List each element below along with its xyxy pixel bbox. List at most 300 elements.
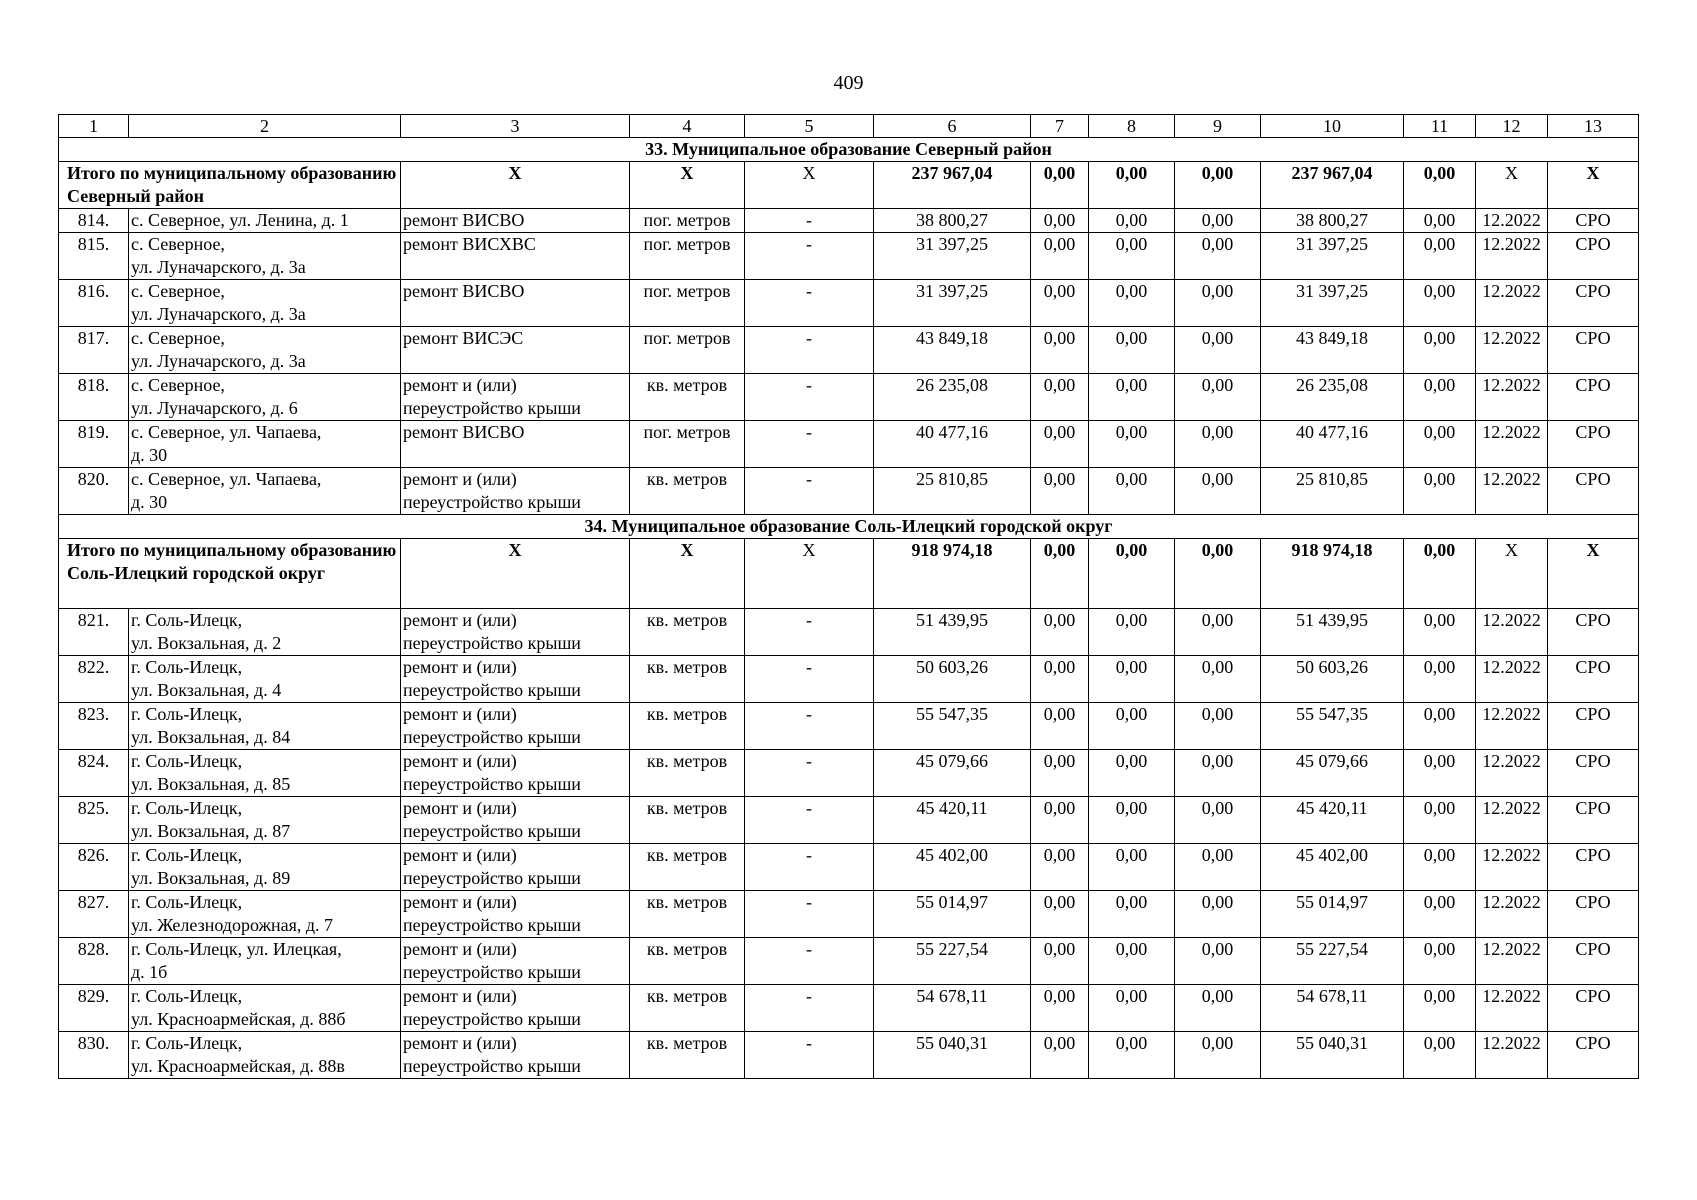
unit: пог. метров [630, 233, 745, 280]
total-value: 0,00 [1031, 162, 1089, 209]
column-number-header: 2 [129, 115, 401, 138]
fund-value: 0,00 [1404, 703, 1476, 750]
row-number: 822. [59, 656, 129, 703]
work-type-line-1: ремонт ВИСХВС [403, 234, 536, 254]
fund-value: 0,00 [1031, 844, 1089, 891]
total-cost: 55 040,31 [874, 1032, 1031, 1079]
method-code: СРО [1548, 1032, 1639, 1079]
unit: кв. метров [630, 891, 745, 938]
fund-value: 0,00 [1404, 421, 1476, 468]
work-type-cell [401, 209, 630, 233]
address-cell [129, 985, 401, 1032]
table-row [59, 844, 1639, 891]
method-code: СРО [1548, 985, 1639, 1032]
address-line-2: д. 30 [131, 492, 168, 512]
work-type-line-1: ремонт ВИСЭС [403, 328, 524, 348]
column-number-header: 10 [1261, 115, 1404, 138]
fund-value: 0,00 [1404, 938, 1476, 985]
total-mark: Х [401, 539, 630, 609]
unit: кв. метров [630, 1032, 745, 1079]
completion-date: 12.2022 [1476, 1032, 1548, 1079]
completion-date: 12.2022 [1476, 209, 1548, 233]
total-cost: 25 810,85 [874, 468, 1031, 515]
row-number: 827. [59, 891, 129, 938]
registry-table [58, 114, 1639, 1079]
table-row [59, 703, 1639, 750]
address-line-1: г. Соль-Илецк, [131, 704, 243, 724]
work-type-line-1: ремонт и (или) [403, 986, 517, 1006]
completion-date: 12.2022 [1476, 844, 1548, 891]
completion-date: 12.2022 [1476, 703, 1548, 750]
address-line-1: г. Соль-Илецк, ул. Илецкая, [131, 939, 342, 959]
work-type-line-2: переустройство крыши [403, 680, 581, 700]
unit: кв. метров [630, 797, 745, 844]
total-mark: Х [1476, 162, 1548, 209]
table-row [59, 797, 1639, 844]
address-line-1: г. Соль-Илецк, [131, 1033, 243, 1053]
work-type-cell [401, 891, 630, 938]
row-number: 828. [59, 938, 129, 985]
column-number-header: 5 [745, 115, 874, 138]
column-number-header: 3 [401, 115, 630, 138]
total-mark: Х [745, 539, 874, 609]
owner-funds: 31 397,25 [1261, 233, 1404, 280]
column-number-header-row [59, 115, 1639, 138]
column-number-header: 6 [874, 115, 1031, 138]
total-cost: 38 800,27 [874, 209, 1031, 233]
fund-value: 0,00 [1404, 750, 1476, 797]
fund-value: 0,00 [1089, 656, 1175, 703]
unit: кв. метров [630, 656, 745, 703]
owner-funds: 50 603,26 [1261, 656, 1404, 703]
address-line-1: г. Соль-Илецк, [131, 845, 243, 865]
address-line-1: г. Соль-Илецк, [131, 892, 243, 912]
method-code: СРО [1548, 750, 1639, 797]
fund-value: 0,00 [1175, 844, 1261, 891]
fund-value: 0,00 [1089, 750, 1175, 797]
completion-date: 12.2022 [1476, 938, 1548, 985]
owner-funds: 43 849,18 [1261, 327, 1404, 374]
column-number-header: 1 [59, 115, 129, 138]
work-type-line-2: переустройство крыши [403, 774, 581, 794]
fund-value: 0,00 [1175, 938, 1261, 985]
owner-funds: 55 547,35 [1261, 703, 1404, 750]
work-type-line-1: ремонт и (или) [403, 1033, 517, 1053]
total-cost: 50 603,26 [874, 656, 1031, 703]
owner-funds: 55 014,97 [1261, 891, 1404, 938]
work-type-line-1: ремонт ВИСВО [403, 422, 525, 442]
method-code: СРО [1548, 609, 1639, 656]
fund-value: 0,00 [1031, 374, 1089, 421]
column-number-header: 11 [1404, 115, 1476, 138]
total-mark: Х [1548, 539, 1639, 609]
address-line-2: ул. Вокзальная, д. 2 [131, 633, 282, 653]
table-row [59, 468, 1639, 515]
table-row [59, 656, 1639, 703]
method-code: СРО [1548, 468, 1639, 515]
volume: - [745, 656, 874, 703]
total-value: 0,00 [1404, 539, 1476, 609]
unit: кв. метров [630, 374, 745, 421]
total-cost: 45 079,66 [874, 750, 1031, 797]
fund-value: 0,00 [1175, 797, 1261, 844]
fund-value: 0,00 [1031, 233, 1089, 280]
section-title: 34. Муниципальное образование Соль-Илецкий городской округ [59, 515, 1639, 539]
address-line-1: с. Северное, [131, 234, 225, 254]
work-type-cell [401, 797, 630, 844]
address-cell [129, 750, 401, 797]
volume: - [745, 280, 874, 327]
fund-value: 0,00 [1089, 1032, 1175, 1079]
fund-value: 0,00 [1175, 421, 1261, 468]
fund-value: 0,00 [1175, 233, 1261, 280]
completion-date: 12.2022 [1476, 891, 1548, 938]
volume: - [745, 938, 874, 985]
completion-date: 12.2022 [1476, 656, 1548, 703]
completion-date: 12.2022 [1476, 233, 1548, 280]
fund-value: 0,00 [1175, 891, 1261, 938]
row-number: 825. [59, 797, 129, 844]
fund-value: 0,00 [1089, 938, 1175, 985]
owner-funds: 45 402,00 [1261, 844, 1404, 891]
fund-value: 0,00 [1175, 1032, 1261, 1079]
owner-funds: 45 420,11 [1261, 797, 1404, 844]
work-type-cell [401, 468, 630, 515]
owner-funds: 51 439,95 [1261, 609, 1404, 656]
address-cell [129, 703, 401, 750]
row-number: 818. [59, 374, 129, 421]
row-number: 814. [59, 209, 129, 233]
total-cost: 26 235,08 [874, 374, 1031, 421]
fund-value: 0,00 [1175, 609, 1261, 656]
method-code: СРО [1548, 421, 1639, 468]
column-number-header: 8 [1089, 115, 1175, 138]
total-cost: 45 420,11 [874, 797, 1031, 844]
total-cost: 43 849,18 [874, 327, 1031, 374]
row-number: 826. [59, 844, 129, 891]
total-value: 0,00 [1175, 539, 1261, 609]
fund-value: 0,00 [1031, 609, 1089, 656]
table-row [59, 280, 1639, 327]
address-line-2: д. 30 [131, 445, 168, 465]
fund-value: 0,00 [1175, 656, 1261, 703]
owner-funds: 26 235,08 [1261, 374, 1404, 421]
address-cell [129, 797, 401, 844]
table-row [59, 750, 1639, 797]
work-type-line-1: ремонт ВИСВО [403, 281, 525, 301]
section-total-row [59, 539, 1639, 609]
work-type-line-1: ремонт и (или) [403, 704, 517, 724]
fund-value: 0,00 [1175, 703, 1261, 750]
address-line-1: г. Соль-Илецк, [131, 751, 243, 771]
fund-value: 0,00 [1175, 468, 1261, 515]
address-line-1: г. Соль-Илецк, [131, 986, 243, 1006]
completion-date: 12.2022 [1476, 468, 1548, 515]
fund-value: 0,00 [1175, 327, 1261, 374]
volume: - [745, 468, 874, 515]
work-type-cell [401, 985, 630, 1032]
fund-value: 0,00 [1031, 421, 1089, 468]
volume: - [745, 327, 874, 374]
fund-value: 0,00 [1404, 1032, 1476, 1079]
fund-value: 0,00 [1031, 656, 1089, 703]
row-number: 815. [59, 233, 129, 280]
work-type-line-2: переустройство крыши [403, 868, 581, 888]
work-type-cell [401, 374, 630, 421]
work-type-line-1: ремонт и (или) [403, 939, 517, 959]
unit: пог. метров [630, 327, 745, 374]
address-cell [129, 209, 401, 233]
method-code: СРО [1548, 891, 1639, 938]
address-line-2: ул. Красноармейская, д. 88в [131, 1056, 345, 1076]
address-cell [129, 656, 401, 703]
unit: кв. метров [630, 468, 745, 515]
address-line-2: ул. Железнодорожная, д. 7 [131, 915, 334, 935]
unit: кв. метров [630, 703, 745, 750]
address-line-2: ул. Вокзальная, д. 4 [131, 680, 282, 700]
fund-value: 0,00 [1404, 844, 1476, 891]
volume: - [745, 609, 874, 656]
work-type-line-2: переустройство крыши [403, 398, 581, 418]
address-line-1: г. Соль-Илецк, [131, 610, 243, 630]
method-code: СРО [1548, 844, 1639, 891]
work-type-cell [401, 609, 630, 656]
fund-value: 0,00 [1404, 209, 1476, 233]
section-total-row [59, 162, 1639, 209]
address-cell [129, 280, 401, 327]
column-number-header: 13 [1548, 115, 1639, 138]
owner-funds: 38 800,27 [1261, 209, 1404, 233]
work-type-line-1: ремонт и (или) [403, 845, 517, 865]
fund-value: 0,00 [1404, 891, 1476, 938]
fund-value: 0,00 [1089, 233, 1175, 280]
fund-value: 0,00 [1089, 280, 1175, 327]
method-code: СРО [1548, 233, 1639, 280]
table-body [59, 115, 1639, 1079]
row-number: 830. [59, 1032, 129, 1079]
method-code: СРО [1548, 327, 1639, 374]
owner-funds: 45 079,66 [1261, 750, 1404, 797]
fund-value: 0,00 [1031, 280, 1089, 327]
volume: - [745, 797, 874, 844]
address-line-2: ул. Вокзальная, д. 89 [131, 868, 291, 888]
volume: - [745, 891, 874, 938]
address-line-1: с. Северное, [131, 375, 225, 395]
fund-value: 0,00 [1404, 327, 1476, 374]
fund-value: 0,00 [1089, 209, 1175, 233]
volume: - [745, 703, 874, 750]
work-type-line-2: переустройство крыши [403, 962, 581, 982]
total-cost: 31 397,25 [874, 280, 1031, 327]
total-value: 0,00 [1089, 162, 1175, 209]
row-number: 819. [59, 421, 129, 468]
work-type-line-1: ремонт ВИСВО [403, 210, 525, 230]
fund-value: 0,00 [1031, 797, 1089, 844]
work-type-line-2: переустройство крыши [403, 633, 581, 653]
owner-funds: 54 678,11 [1261, 985, 1404, 1032]
volume: - [745, 421, 874, 468]
total-cost: 55 547,35 [874, 703, 1031, 750]
address-line-2: д. 1б [131, 962, 168, 982]
work-type-line-2: переустройство крыши [403, 821, 581, 841]
fund-value: 0,00 [1175, 374, 1261, 421]
address-line-2: ул. Луначарского, д. 6 [131, 398, 298, 418]
column-number-header: 12 [1476, 115, 1548, 138]
row-number: 820. [59, 468, 129, 515]
column-number-header: 7 [1031, 115, 1089, 138]
work-type-cell [401, 1032, 630, 1079]
table-row [59, 1032, 1639, 1079]
address-line-2: ул. Луначарского, д. 3а [131, 304, 306, 324]
work-type-cell [401, 233, 630, 280]
address-cell [129, 891, 401, 938]
total-cost: 54 678,11 [874, 985, 1031, 1032]
fund-value: 0,00 [1031, 750, 1089, 797]
total-mark: Х [1548, 162, 1639, 209]
owner-funds: 25 810,85 [1261, 468, 1404, 515]
address-line-1: с. Северное, ул. Ленина, д. 1 [131, 210, 349, 230]
fund-value: 0,00 [1404, 985, 1476, 1032]
fund-value: 0,00 [1175, 750, 1261, 797]
address-line-2: ул. Вокзальная, д. 85 [131, 774, 291, 794]
address-line-2: ул. Луначарского, д. 3а [131, 351, 306, 371]
fund-value: 0,00 [1031, 468, 1089, 515]
completion-date: 12.2022 [1476, 374, 1548, 421]
work-type-cell [401, 327, 630, 374]
address-line-2: ул. Вокзальная, д. 84 [131, 727, 291, 747]
owner-funds: 55 040,31 [1261, 1032, 1404, 1079]
completion-date: 12.2022 [1476, 327, 1548, 374]
method-code: СРО [1548, 374, 1639, 421]
fund-value: 0,00 [1089, 468, 1175, 515]
total-value: 237 967,04 [874, 162, 1031, 209]
volume: - [745, 233, 874, 280]
section-title: 33. Муниципальное образование Северный район [59, 138, 1639, 162]
row-number: 821. [59, 609, 129, 656]
section-title-row [59, 138, 1639, 162]
work-type-line-2: переустройство крыши [403, 727, 581, 747]
method-code: СРО [1548, 209, 1639, 233]
address-line-1: с. Северное, ул. Чапаева, [131, 422, 322, 442]
total-mark: Х [401, 162, 630, 209]
total-mark: Х [745, 162, 874, 209]
fund-value: 0,00 [1404, 280, 1476, 327]
completion-date: 12.2022 [1476, 985, 1548, 1032]
volume: - [745, 750, 874, 797]
fund-value: 0,00 [1089, 844, 1175, 891]
work-type-line-2: переустройство крыши [403, 492, 581, 512]
total-value: 0,00 [1175, 162, 1261, 209]
fund-value: 0,00 [1031, 938, 1089, 985]
page-number: 409 [833, 72, 864, 94]
address-line-1: с. Северное, ул. Чапаева, [131, 469, 322, 489]
completion-date: 12.2022 [1476, 797, 1548, 844]
fund-value: 0,00 [1404, 609, 1476, 656]
volume: - [745, 844, 874, 891]
total-mark: Х [630, 162, 745, 209]
fund-value: 0,00 [1089, 374, 1175, 421]
table-row [59, 421, 1639, 468]
fund-value: 0,00 [1031, 891, 1089, 938]
address-line-1: с. Северное, [131, 281, 225, 301]
method-code: СРО [1548, 797, 1639, 844]
completion-date: 12.2022 [1476, 280, 1548, 327]
address-cell [129, 609, 401, 656]
completion-date: 12.2022 [1476, 750, 1548, 797]
section-total-label: Итого по муниципальному образованию Соль-Илецкий городской округ [59, 539, 401, 609]
table-row [59, 209, 1639, 233]
owner-funds: 40 477,16 [1261, 421, 1404, 468]
address-line-1: г. Соль-Илецк, [131, 657, 243, 677]
table-row [59, 891, 1639, 938]
fund-value: 0,00 [1089, 985, 1175, 1032]
fund-value: 0,00 [1031, 703, 1089, 750]
address-line-1: г. Соль-Илецк, [131, 798, 243, 818]
row-number: 823. [59, 703, 129, 750]
work-type-line-2: переустройство крыши [403, 1009, 581, 1029]
fund-value: 0,00 [1089, 891, 1175, 938]
volume: - [745, 209, 874, 233]
work-type-cell [401, 938, 630, 985]
address-line-1: с. Северное, [131, 328, 225, 348]
total-cost: 51 439,95 [874, 609, 1031, 656]
section-title-row [59, 515, 1639, 539]
work-type-line-1: ремонт и (или) [403, 375, 517, 395]
volume: - [745, 374, 874, 421]
row-number: 817. [59, 327, 129, 374]
fund-value: 0,00 [1031, 209, 1089, 233]
column-number-header: 9 [1175, 115, 1261, 138]
address-line-2: ул. Красноармейская, д. 88б [131, 1009, 346, 1029]
table-row [59, 327, 1639, 374]
address-line-2: ул. Луначарского, д. 3а [131, 257, 306, 277]
fund-value: 0,00 [1031, 1032, 1089, 1079]
total-mark: Х [630, 539, 745, 609]
fund-value: 0,00 [1089, 703, 1175, 750]
fund-value: 0,00 [1404, 797, 1476, 844]
fund-value: 0,00 [1089, 327, 1175, 374]
fund-value: 0,00 [1404, 468, 1476, 515]
address-cell [129, 1032, 401, 1079]
section-total-label: Итого по муниципальному образованию Северный район [59, 162, 401, 209]
fund-value: 0,00 [1089, 609, 1175, 656]
address-cell [129, 421, 401, 468]
volume: - [745, 1032, 874, 1079]
fund-value: 0,00 [1175, 209, 1261, 233]
work-type-line-1: ремонт и (или) [403, 798, 517, 818]
address-cell [129, 844, 401, 891]
fund-value: 0,00 [1031, 327, 1089, 374]
unit: кв. метров [630, 750, 745, 797]
fund-value: 0,00 [1175, 280, 1261, 327]
total-value: 0,00 [1404, 162, 1476, 209]
total-cost: 55 227,54 [874, 938, 1031, 985]
unit: кв. метров [630, 938, 745, 985]
work-type-line-1: ремонт и (или) [403, 892, 517, 912]
owner-funds: 55 227,54 [1261, 938, 1404, 985]
table-row [59, 938, 1639, 985]
fund-value: 0,00 [1404, 233, 1476, 280]
method-code: СРО [1548, 938, 1639, 985]
unit: кв. метров [630, 844, 745, 891]
table-row [59, 374, 1639, 421]
address-cell [129, 374, 401, 421]
work-type-line-1: ремонт и (или) [403, 469, 517, 489]
work-type-cell [401, 656, 630, 703]
total-value: 0,00 [1031, 539, 1089, 609]
fund-value: 0,00 [1404, 656, 1476, 703]
address-line-2: ул. Вокзальная, д. 87 [131, 821, 291, 841]
